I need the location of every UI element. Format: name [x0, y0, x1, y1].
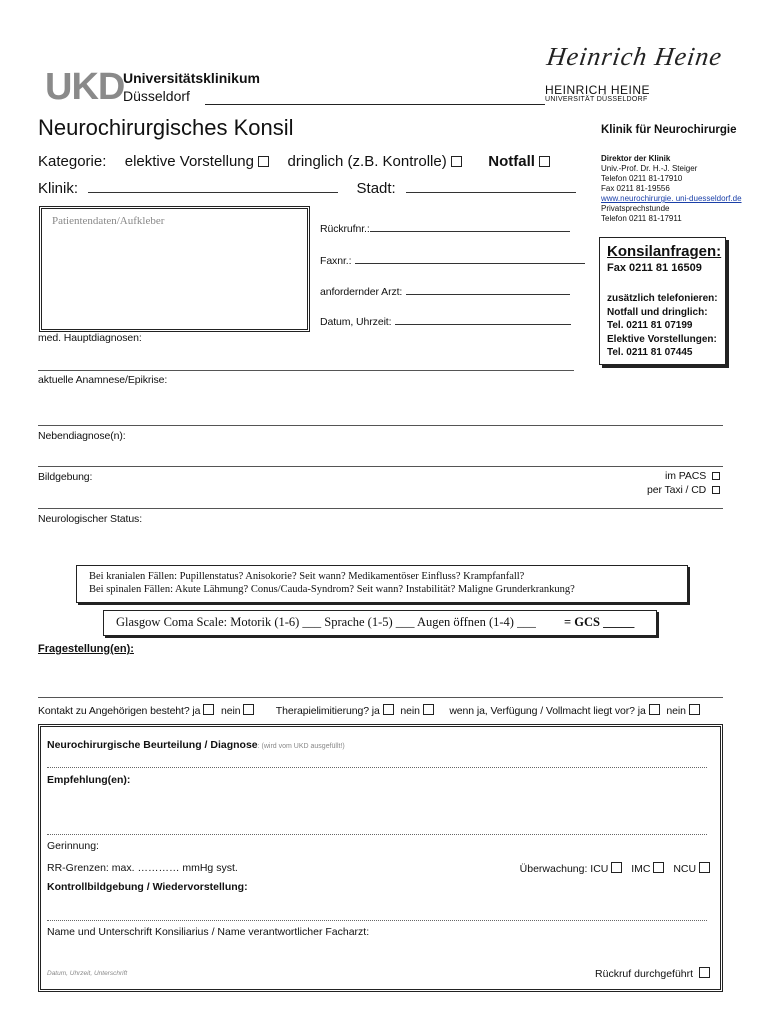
private-label: Privatsprechstunde: [601, 204, 670, 213]
extra-line-5: Tel. 0211 81 07445: [607, 347, 693, 358]
assessment-heading-note: : (wird vom UKD ausgefüllt!): [257, 743, 345, 750]
rueckruf-row: [320, 221, 570, 235]
ukd-logo-abbr: UKD: [45, 66, 125, 108]
category-elective-checkbox[interactable]: [258, 156, 269, 167]
klinik-field[interactable]: [88, 178, 338, 193]
konsil-fax: Fax 0211 81 16509: [607, 262, 702, 274]
assessment-line-1[interactable]: [47, 767, 707, 768]
assessment-line-2[interactable]: [47, 834, 707, 835]
gcs-result[interactable]: = GCS _____: [564, 615, 635, 629]
verfuegung-label: wenn ja, Verfügung / Vollmacht liegt vor? ja: [449, 705, 646, 717]
rueckruf-done-label: Rückruf durchgeführt: [595, 968, 694, 980]
empfehlung-label: Empfehlung(en):: [47, 774, 131, 786]
rueckruf-field[interactable]: [370, 221, 570, 232]
assessment-heading: [47, 735, 345, 753]
header-rule: [205, 104, 545, 105]
clinic-website-link[interactable]: www.neurochirurgie. uni-duesseldorf.de: [601, 194, 742, 203]
hauptdiagnosen-line[interactable]: [38, 370, 574, 371]
rueckruf-done: [595, 967, 710, 980]
datum-label: Datum, Uhrzeit:: [320, 316, 392, 328]
sidebar-heading: Klinik für Neurochirurgie: [601, 124, 737, 136]
stadt-label: Stadt:: [356, 180, 396, 197]
kontrolle-label: Kontrollbildgebung / Wiedervorstellung:: [47, 881, 248, 893]
bildgebung-label: Bildgebung:: [38, 471, 93, 483]
director-name: Univ.-Prof. Dr. H.-J. Steiger: [601, 164, 698, 173]
assessment-line-3[interactable]: [47, 920, 707, 921]
category-urgent-label: dringlich (z.B. Kontrolle): [287, 153, 447, 170]
icu-label: Überwachung: ICU: [519, 863, 609, 875]
ncu-checkbox[interactable]: [699, 862, 710, 873]
datum-row: [320, 314, 571, 328]
nebendiagnose-line[interactable]: [38, 466, 723, 467]
therapie-label: Therapielimitierung? ja: [275, 705, 380, 717]
arzt-field[interactable]: [406, 284, 570, 295]
gerinnung-label: Gerinnung:: [47, 840, 99, 852]
konsil-extra: [607, 292, 718, 360]
hhu-name: HEINRICH HEINE: [545, 83, 651, 97]
imc-checkbox[interactable]: [653, 862, 664, 873]
extra-line-3: Tel. 0211 81 07199: [607, 320, 693, 331]
verfuegung-ja-checkbox[interactable]: [649, 704, 660, 715]
neuro-status-label: Neurologischer Status:: [38, 513, 143, 525]
hint-box: [76, 565, 688, 603]
pacs-option: [600, 470, 720, 482]
clinic-phone: Telefon 0211 81-17910: [601, 174, 683, 183]
fax-row: [320, 253, 585, 267]
bildgebung-line[interactable]: [38, 508, 723, 509]
stadt-field[interactable]: [406, 178, 576, 193]
ukd-logo-line2: Düsseldorf: [123, 88, 190, 104]
kontakt-label: Kontakt zu Angehörigen besteht? ja: [38, 705, 201, 717]
monitoring-row: [520, 862, 710, 875]
ncu-label: NCU: [673, 863, 697, 875]
verfuegung-nein-checkbox[interactable]: [689, 704, 700, 715]
extra-line-1: zusätzlich telefonieren:: [607, 293, 718, 304]
therapie-ja-checkbox[interactable]: [383, 704, 394, 715]
klinik-label: Klinik:: [38, 180, 79, 197]
taxi-option: [600, 484, 720, 496]
extra-line-4: Elektive Vorstellungen:: [607, 333, 717, 345]
konsil-title: Konsilanfragen:: [607, 243, 722, 260]
klinik-row: [38, 178, 576, 197]
rueckruf-label: Rückrufnr.:: [320, 223, 370, 235]
kontakt-ja-checkbox[interactable]: [203, 704, 214, 715]
imc-label: IMC: [631, 863, 651, 875]
category-urgent-checkbox[interactable]: [451, 156, 462, 167]
extra-line-2: Notfall und dringlich:: [607, 306, 708, 318]
taxi-label: per Taxi / CD: [646, 484, 707, 496]
name-label: Name und Unterschrift Konsiliarius / Name verantwortlicher Facharzt:: [47, 926, 370, 938]
category-row: [38, 153, 550, 170]
category-emergency-label: Notfall: [488, 153, 535, 170]
pacs-checkbox[interactable]: [712, 472, 720, 480]
nebendiagnose-label: Nebendiagnose(n):: [38, 430, 126, 442]
datum-unterschrift-label: Datum, Uhrzeit, Unterschrift: [47, 970, 128, 977]
gcs-box: [103, 610, 657, 636]
hauptdiagnosen-label: med. Hauptdiagnosen:: [38, 332, 142, 344]
category-label: Kategorie:: [38, 153, 107, 170]
anamnese-line[interactable]: [38, 425, 723, 426]
fax-field[interactable]: [355, 253, 585, 264]
category-emergency-checkbox[interactable]: [539, 156, 550, 167]
rueckruf-done-checkbox[interactable]: [699, 967, 710, 978]
datum-field[interactable]: [395, 314, 571, 325]
kontakt-nein-label: nein: [221, 705, 241, 717]
rr-label[interactable]: RR-Grenzen: max. ………… mmHg syst.: [47, 862, 238, 874]
therapie-nein-label: nein: [400, 705, 420, 717]
arzt-label: anfordernder Arzt:: [320, 286, 403, 298]
private-phone: Telefon 0211 81-17911: [601, 214, 682, 223]
therapie-nein-checkbox[interactable]: [423, 704, 434, 715]
fragestellung-label: Fragestellung(en):: [38, 643, 134, 655]
category-elective-label: elektive Vorstellung: [124, 153, 254, 170]
icu-checkbox[interactable]: [611, 862, 622, 873]
questions-row: [38, 704, 700, 717]
pacs-label: im PACS: [665, 470, 707, 482]
patient-sticker-box[interactable]: [39, 206, 310, 332]
fragestellung-line[interactable]: [38, 697, 723, 698]
taxi-checkbox[interactable]: [712, 486, 720, 494]
verfuegung-nein-label: nein: [666, 705, 686, 717]
sidebar-contact: [601, 154, 742, 224]
konsil-box: [599, 237, 726, 365]
fax-label: Faxnr.:: [320, 255, 352, 267]
arzt-row: [320, 284, 570, 298]
page-title: Neurochirurgisches Konsil: [38, 115, 294, 140]
anamnese-label: aktuelle Anamnese/Epikrise:: [38, 374, 168, 386]
hhu-logo: [545, 40, 725, 106]
kontakt-nein-checkbox[interactable]: [243, 704, 254, 715]
patient-sticker-label: Patientendaten/Aufkleber: [52, 215, 165, 227]
gcs-text[interactable]: Glasgow Coma Scale: Motorik (1-6) ___ Sprache (1-5) ___ Augen öffnen (1-4) ___: [116, 615, 536, 629]
assessment-box: [38, 724, 723, 992]
assessment-heading-text: Neurochirurgische Beurteilung / Diagnose: [47, 739, 258, 751]
director-label: Direktor der Klinik: [601, 154, 671, 163]
ukd-logo-line1: Universitätsklinikum: [123, 70, 260, 86]
hhu-signature: Heinrich Heine: [545, 42, 725, 71]
clinic-fax: Fax 0211 81-19556: [601, 184, 670, 193]
hint-line-2: Bei spinalen Fällen: Akute Lähmung? Conus/Cauda-Syndrom? Seit wann? Instabilität? Maligne Grunderkrankung?: [89, 584, 575, 595]
hint-line-1: Bei kranialen Fällen: Pupillenstatus? Anisokorie? Seit wann? Medikamentöser Einfluss? Krampfanfall?: [89, 571, 525, 582]
hhu-sub: UNIVERSITÄT DÜSSELDORF: [545, 96, 648, 103]
